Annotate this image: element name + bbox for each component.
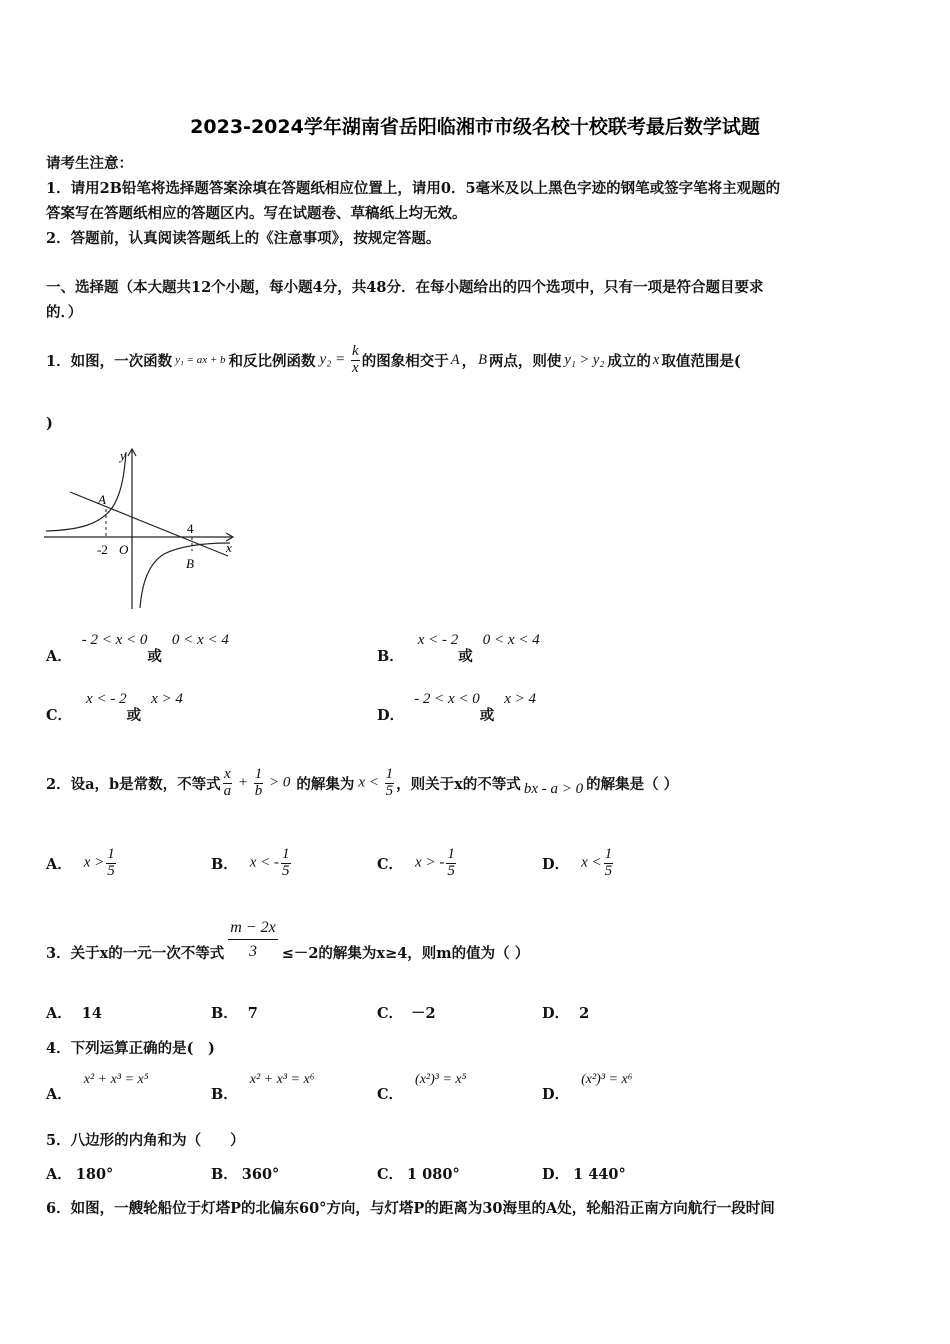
q2-option-a-pre: x >: [83, 854, 105, 871]
q1-inverse-function: [320, 344, 362, 377]
q5-option-c[interactable]: [377, 1163, 460, 1184]
q5-option-b[interactable]: [211, 1163, 279, 1184]
q1-option-d-label: D．: [377, 707, 405, 724]
q1-text-1: 1．如图，一次函数: [46, 352, 173, 370]
q3-option-a-label: A．: [46, 1005, 72, 1022]
q2-gt0: > 0: [269, 774, 291, 791]
q4-option-d-expr: (x²)³ = x⁶: [581, 1072, 633, 1087]
q2-option-d-label: D．: [542, 855, 570, 873]
q1-x-den: x: [352, 359, 359, 376]
q1-option-b-label: B．: [377, 648, 404, 665]
q3-fraction: [228, 920, 277, 961]
q1-option-b-part1: x < - 2: [417, 632, 459, 648]
graph-neg2: -2: [97, 542, 108, 557]
q1-text-2: 和反比例函数: [228, 352, 316, 370]
hyperbola-branch-left: [46, 452, 126, 531]
q1-inverse-lhs: y₂ =: [319, 351, 346, 368]
q2-option-a-label: A．: [46, 855, 72, 873]
q2-xlt: x <: [358, 774, 379, 791]
q2-plus: +: [237, 774, 248, 791]
q2-text-1: 2．设a，b是常数，不等式: [46, 775, 221, 793]
q2-option-a-num: 1: [107, 845, 115, 862]
q3-option-c-value: －2: [411, 1005, 436, 1022]
q3-text-2: ≤－2的解集为x≥4，则m的值为（ ）: [281, 944, 530, 962]
q1-option-c-part2: x > 4: [151, 691, 183, 707]
q2-solution: [358, 767, 396, 800]
q4-option-c-expr: (x²)³ = x⁵: [415, 1072, 467, 1087]
q3-option-b-label: B．: [211, 1005, 238, 1022]
q2-second-inequality: bx - a > 0: [523, 780, 584, 797]
q2-option-b-pre: x < -: [249, 854, 280, 871]
q2-option-c-expr: [415, 847, 458, 880]
q2-option-b-den: 5: [282, 862, 290, 879]
q2-option-b-label: B．: [211, 855, 238, 873]
q3-option-a-value: 14: [81, 1005, 102, 1022]
q2-option-a[interactable]: [46, 838, 118, 888]
q1-text-4: 两点，则使: [488, 352, 562, 370]
graph-point-b: B: [186, 556, 194, 571]
q2-option-c-num: 1: [447, 845, 455, 862]
q2-option-c-pre: x > -: [415, 854, 445, 871]
q1-option-a-label: A．: [46, 648, 72, 665]
question-4-stem: 4．下列运算正确的是( ): [46, 1040, 215, 1057]
q3-option-d[interactable]: [542, 1002, 589, 1023]
q2-option-b-num: 1: [282, 845, 290, 862]
q2-option-d-den: 5: [604, 862, 613, 879]
q2-option-c[interactable]: [377, 838, 458, 888]
section-1-heading: 一、选择题（本大题共12个小题，每小题4分，共48分．在每小题给出的四个选项中，只有一项是符合题目要求: [46, 279, 764, 296]
q4-option-a-label: A．: [46, 1086, 72, 1103]
page-title: 2023-2024学年湖南省岳阳临湘市市级名校十校联考最后数学试题: [190, 116, 760, 138]
notice-line-1b: 答案写在答题纸相应的答题区内。写在试题卷、草稿纸上均无效。: [46, 205, 467, 222]
q1-option-d[interactable]: [377, 691, 536, 725]
q1-close-paren: ): [46, 415, 53, 432]
q1-graph: [40, 444, 240, 612]
q1-k: k: [352, 342, 359, 359]
q2-inequality: [221, 767, 291, 800]
q5-option-b-label: B．: [211, 1166, 238, 1183]
q1-option-d-part1: - 2 < x < 0: [414, 691, 480, 707]
q2-f1-den: a: [223, 782, 232, 799]
q3-option-c[interactable]: [377, 1002, 436, 1023]
q2-f3-den: 5: [385, 782, 394, 799]
q1-option-a[interactable]: [46, 632, 229, 666]
hyperbola-branch-right: [140, 543, 230, 608]
graph-point-a: A: [98, 492, 106, 507]
question-3-stem: [46, 913, 529, 967]
q1-point-b: B: [478, 351, 487, 368]
q2-f2-den: b: [254, 782, 263, 799]
q1-option-b[interactable]: [377, 632, 540, 666]
q1-x: x: [652, 351, 660, 368]
graph-x-label: x: [226, 540, 232, 555]
q1-option-d-part2: x > 4: [504, 691, 537, 707]
q3-option-b[interactable]: [211, 1002, 258, 1023]
q1-text-5: 成立的: [607, 352, 651, 370]
q1-text-6: 取值范围是(: [661, 352, 741, 370]
q3-option-b-value: 7: [247, 1005, 258, 1022]
notice-line-1a: 1．请用2B铅笔将选择题答案涂填在答题纸相应位置上，请用0．5毫米及以上黑色字迹的钢笔或签字笔将主观题的: [46, 180, 781, 197]
q4-option-a-expr: x² + x³ = x⁵: [83, 1072, 149, 1087]
q3-option-a[interactable]: [46, 1002, 102, 1023]
q5-option-a-value: 180°: [75, 1166, 114, 1183]
question-5-stem: 5．八边形的内角和为（ ）: [46, 1132, 245, 1149]
q5-option-d-value: 1 440°: [573, 1166, 626, 1183]
q2-option-a-den: 5: [107, 862, 115, 879]
q3-denominator: 3: [248, 942, 257, 960]
q2-option-d-num: 1: [604, 845, 613, 862]
graph-four: 4: [187, 521, 194, 536]
q1-option-c[interactable]: [46, 691, 183, 725]
q2-option-b-expr: [250, 847, 293, 880]
q2-option-b[interactable]: [211, 838, 293, 888]
question-1-stem: [46, 334, 741, 386]
q2-option-c-den: 5: [447, 862, 455, 879]
notice-heading: 请考生注意：: [46, 155, 133, 172]
q1-option-a-part1: - 2 < x < 0: [81, 632, 148, 648]
q2-text-3: ，则关于x的不等式: [396, 775, 521, 793]
q2-option-c-label: C．: [377, 855, 404, 873]
q4-option-b[interactable]: [211, 1072, 315, 1104]
q1-option-c-label: C．: [46, 707, 73, 724]
q1-comma: ，: [461, 352, 477, 370]
q2-text-4: 的解集是（ ）: [586, 775, 679, 793]
q5-option-a[interactable]: [46, 1163, 113, 1184]
q1-linear-function: y₁ = ax + b: [175, 354, 226, 366]
notice-line-2: 2．答题前，认真阅读答题纸上的《注意事项》，按规定答题。: [46, 230, 441, 247]
question-6-stem: 6．如图，一艘轮船位于灯塔P的北偏东60°方向，与灯塔P的距离为30海里的A处，轮船沿正南方向航行一段时间: [46, 1200, 775, 1217]
q1-option-c-or: 或: [126, 707, 142, 724]
q1-point-a: A: [450, 351, 460, 368]
section-1-heading-cont: 的．）: [46, 304, 83, 321]
q2-option-a-expr: [84, 847, 118, 880]
q2-text-2: 的解集为: [296, 775, 355, 793]
question-2-stem: [46, 754, 678, 812]
q5-option-a-label: A．: [46, 1166, 72, 1183]
q4-option-d[interactable]: [542, 1072, 633, 1104]
q2-option-d[interactable]: [542, 838, 615, 888]
q5-option-c-value: 1 080°: [407, 1166, 460, 1183]
q3-numerator: m − 2x: [228, 920, 277, 940]
q3-option-c-label: C．: [377, 1005, 404, 1022]
graph-y-label: y: [120, 448, 126, 463]
q1-option-b-part2: 0 < x < 4: [482, 632, 540, 648]
q5-option-b-value: 360°: [241, 1166, 280, 1183]
q1-condition: y₁ > y₂: [564, 351, 605, 368]
q5-option-d-label: D．: [542, 1166, 570, 1183]
q1-option-a-or: 或: [147, 648, 162, 665]
q4-option-b-label: B．: [211, 1086, 238, 1103]
q2-option-d-pre: x <: [581, 854, 602, 871]
q1-text-3: 的图象相交于: [361, 352, 449, 370]
q3-text-1: 3．关于x的一元一次不等式: [46, 944, 225, 962]
q4-option-d-label: D．: [542, 1086, 570, 1103]
q2-f1-num: x: [224, 765, 231, 782]
q4-option-a[interactable]: [46, 1072, 149, 1104]
graph-origin: O: [119, 542, 129, 557]
q1-option-b-or: 或: [458, 648, 473, 665]
q4-option-c[interactable]: [377, 1072, 467, 1104]
q2-f2-num: 1: [254, 765, 263, 782]
q2-f3-num: 1: [385, 765, 394, 782]
q5-option-d[interactable]: [542, 1163, 626, 1184]
q1-option-d-or: 或: [479, 707, 495, 724]
q5-option-c-label: C．: [377, 1166, 404, 1183]
q1-option-c-part1: x < - 2: [86, 691, 127, 707]
q3-option-d-label: D．: [542, 1005, 570, 1022]
q4-option-b-expr: x² + x³ = x⁶: [249, 1072, 315, 1087]
linear-function-line: [70, 492, 228, 556]
q2-option-d-expr: [581, 847, 615, 880]
q3-option-d-value: 2: [579, 1005, 590, 1022]
q4-option-c-label: C．: [377, 1086, 404, 1103]
q1-option-a-part2: 0 < x < 4: [171, 632, 229, 648]
